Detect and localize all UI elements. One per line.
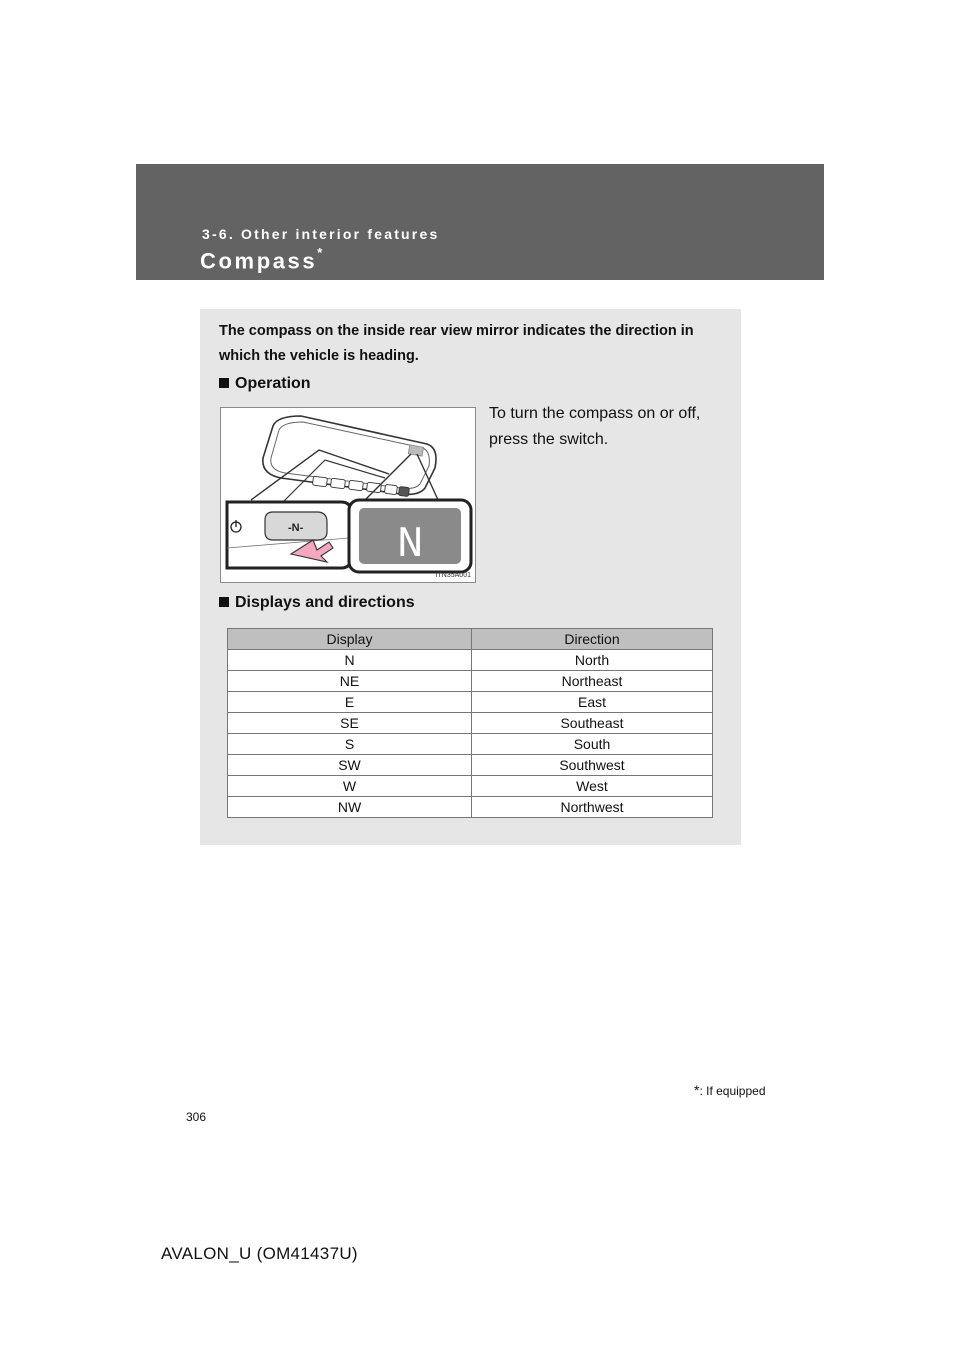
- page-number: 306: [186, 1110, 207, 1124]
- section-label: 3-6. Other interior features: [202, 226, 440, 242]
- direction-cell: Southeast: [472, 713, 713, 734]
- direction-cell: East: [472, 692, 713, 713]
- table-row: [228, 692, 713, 713]
- display-cell: NW: [228, 797, 472, 818]
- direction-cell: Northwest: [472, 797, 713, 818]
- page-title: [200, 245, 323, 274]
- mirror-illustration: [220, 407, 476, 583]
- svg-text:-N-: -N-: [288, 522, 304, 534]
- intro-text: The compass on the inside rear view mirror indicates the direction in which the vehicle is heading.: [219, 323, 694, 364]
- display-cell: NE: [228, 671, 472, 692]
- square-bullet-icon: [219, 597, 229, 607]
- operation-heading: [219, 375, 311, 393]
- direction-cell: Northeast: [472, 671, 713, 692]
- table-row: [228, 650, 713, 671]
- display-cell: N: [228, 650, 472, 671]
- displays-heading-text: Displays and directions: [235, 594, 415, 611]
- table-header-row: [228, 629, 713, 650]
- direction-cell: Southwest: [472, 755, 713, 776]
- operation-heading-text: Operation: [235, 375, 311, 392]
- display-cell: W: [228, 776, 472, 797]
- direction-cell: North: [472, 650, 713, 671]
- display-cell: S: [228, 734, 472, 755]
- table-row: [228, 755, 713, 776]
- figure-code: ITN35A001: [435, 572, 471, 579]
- displays-heading: [219, 594, 415, 612]
- document-id: AVALON_U (OM41437U): [161, 1244, 358, 1263]
- square-bullet-icon: [219, 378, 229, 388]
- table-row: [228, 671, 713, 692]
- compass-display-letter: N: [397, 520, 424, 570]
- footnote-text: : If equipped: [699, 1084, 766, 1098]
- display-cell: SE: [228, 713, 472, 734]
- mirror-compass-icon: [221, 408, 475, 582]
- footnote-mark: *: [694, 1082, 700, 1098]
- display-cell: E: [228, 692, 472, 713]
- footnote: [694, 1082, 766, 1098]
- table-row: [228, 797, 713, 818]
- content-panel: [200, 309, 741, 845]
- page-title-text: Compass: [200, 248, 318, 274]
- direction-cell: West: [472, 776, 713, 797]
- display-cell: SW: [228, 755, 472, 776]
- header-band: [136, 164, 824, 280]
- column-header-direction: Direction: [472, 629, 713, 650]
- table-row: [228, 734, 713, 755]
- table-row: [228, 776, 713, 797]
- table-row: [228, 713, 713, 734]
- equipped-mark: *: [317, 245, 323, 260]
- directions-table: [227, 628, 713, 818]
- operation-instruction: To turn the compass on or off, press the switch.: [489, 405, 701, 448]
- column-header-display: Display: [228, 629, 472, 650]
- direction-cell: South: [472, 734, 713, 755]
